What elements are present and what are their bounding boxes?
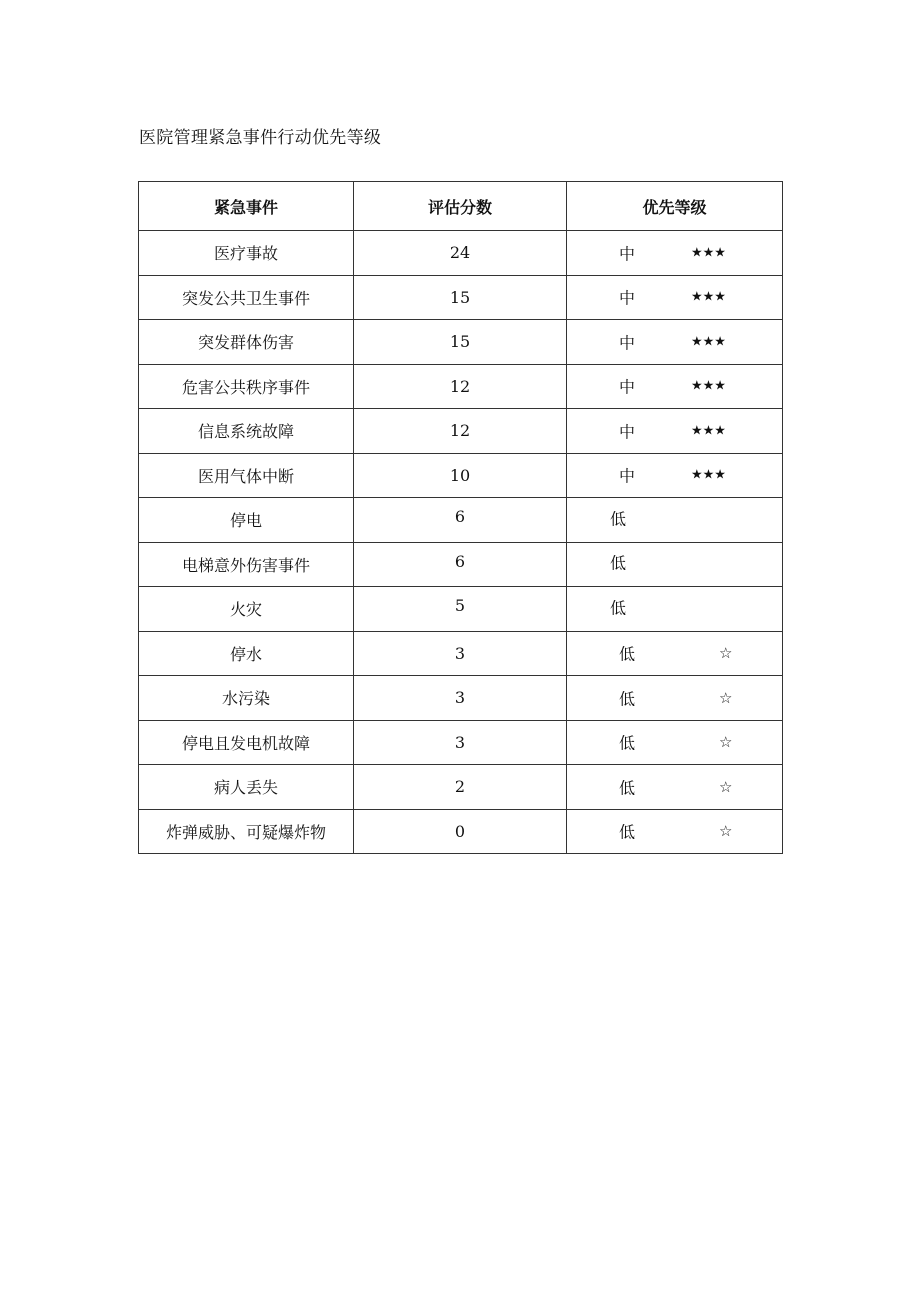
table-row xyxy=(139,542,783,587)
table-row xyxy=(139,631,783,676)
hollow-star-icon: ☆ xyxy=(719,733,733,752)
priority-level: 低 xyxy=(619,822,636,842)
priority-cell xyxy=(567,676,783,721)
score-cell: 15 xyxy=(354,320,567,365)
score-cell: 6 xyxy=(354,498,567,543)
score-cell: 12 xyxy=(354,364,567,409)
table-row xyxy=(139,809,783,854)
priority-level: 低 xyxy=(610,553,627,573)
priority-level: 低 xyxy=(610,598,627,618)
priority-cell xyxy=(567,809,783,854)
hollow-star-icon: ☆ xyxy=(719,688,733,707)
priority-cell xyxy=(567,364,783,409)
priority-level: 中 xyxy=(619,377,636,397)
hollow-star-icon: ☆ xyxy=(719,777,733,796)
priority-cell xyxy=(567,720,783,765)
score-cell: 3 xyxy=(354,631,567,676)
table-row xyxy=(139,720,783,765)
priority-cell xyxy=(567,275,783,320)
header-priority: 优先等级 xyxy=(567,182,783,231)
event-cell: 信息系统故障 xyxy=(139,409,354,454)
event-cell: 医用气体中断 xyxy=(139,453,354,498)
priority-level: 中 xyxy=(619,244,636,264)
star-rating: ★★★ xyxy=(691,467,726,483)
event-cell: 停水 xyxy=(139,631,354,676)
star-rating: ★★★ xyxy=(691,289,726,305)
score-cell: 2 xyxy=(354,765,567,810)
priority-level: 低 xyxy=(619,644,636,664)
priority-cell xyxy=(567,498,783,543)
priority-cell xyxy=(567,453,783,498)
event-cell: 火灾 xyxy=(139,587,354,632)
priority-cell xyxy=(567,765,783,810)
score-cell: 3 xyxy=(354,676,567,721)
table-row xyxy=(139,231,783,276)
priority-level: 中 xyxy=(619,422,636,442)
score-cell: 5 xyxy=(354,587,567,632)
priority-level: 低 xyxy=(619,733,636,753)
table-row xyxy=(139,676,783,721)
score-cell: 3 xyxy=(354,720,567,765)
event-cell: 突发公共卫生事件 xyxy=(139,275,354,320)
table-row xyxy=(139,275,783,320)
event-cell: 突发群体伤害 xyxy=(139,320,354,365)
table-row xyxy=(139,498,783,543)
score-cell: 12 xyxy=(354,409,567,454)
event-cell: 电梯意外伤害事件 xyxy=(139,542,354,587)
score-cell: 0 xyxy=(354,809,567,854)
priority-level: 中 xyxy=(619,288,636,308)
table-row xyxy=(139,765,783,810)
star-rating: ★★★ xyxy=(691,378,726,394)
table-row xyxy=(139,364,783,409)
priority-cell xyxy=(567,542,783,587)
score-cell: 15 xyxy=(354,275,567,320)
table-row xyxy=(139,409,783,454)
score-cell: 6 xyxy=(354,542,567,587)
star-rating: ★★★ xyxy=(691,334,726,350)
table-header-row xyxy=(139,182,783,231)
event-cell: 病人丢失 xyxy=(139,765,354,810)
hollow-star-icon: ☆ xyxy=(719,822,733,841)
header-score: 评估分数 xyxy=(354,182,567,231)
header-event: 紧急事件 xyxy=(139,182,354,231)
table-row xyxy=(139,320,783,365)
event-cell: 水污染 xyxy=(139,676,354,721)
priority-level: 中 xyxy=(619,333,636,353)
document-title: 医院管理紧急事件行动优先等级 xyxy=(139,128,382,148)
score-cell: 10 xyxy=(354,453,567,498)
score-cell: 24 xyxy=(354,231,567,276)
priority-level: 低 xyxy=(619,778,636,798)
hollow-star-icon: ☆ xyxy=(719,644,733,663)
star-rating: ★★★ xyxy=(691,423,726,439)
priority-level: 低 xyxy=(610,509,627,529)
star-rating: ★★★ xyxy=(691,245,726,261)
event-cell: 停电 xyxy=(139,498,354,543)
event-cell: 危害公共秩序事件 xyxy=(139,364,354,409)
priority-cell xyxy=(567,320,783,365)
priority-cell xyxy=(567,631,783,676)
event-cell: 停电且发电机故障 xyxy=(139,720,354,765)
priority-level: 低 xyxy=(619,689,636,709)
event-cell: 炸弹威胁、可疑爆炸物 xyxy=(139,809,354,854)
priority-level: 中 xyxy=(619,466,636,486)
table-row xyxy=(139,453,783,498)
priority-cell xyxy=(567,587,783,632)
priority-cell xyxy=(567,409,783,454)
priority-table xyxy=(138,181,783,854)
event-cell: 医疗事故 xyxy=(139,231,354,276)
priority-cell xyxy=(567,231,783,276)
table-row xyxy=(139,587,783,632)
